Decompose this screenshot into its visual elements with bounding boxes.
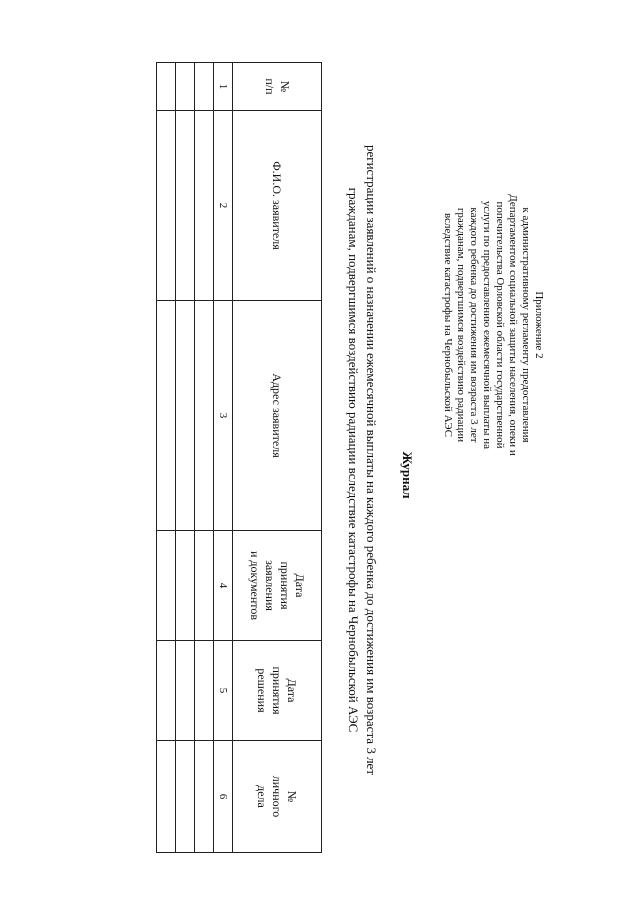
table-cell <box>157 531 176 641</box>
table-cell <box>176 301 195 531</box>
table-header-row <box>233 63 322 853</box>
header-decision-date: Дата принятия решения <box>233 641 322 741</box>
registration-table <box>156 62 322 853</box>
column-number: 4 <box>214 531 233 641</box>
table-row <box>157 63 176 853</box>
column-number: 3 <box>214 301 233 531</box>
table-cell <box>157 111 176 301</box>
column-number: 2 <box>214 111 233 301</box>
table-cell <box>176 641 195 741</box>
table-cell <box>195 741 214 853</box>
appendix-line: гражданам, подвергшимся воздействию радиации <box>455 207 467 443</box>
table-cell <box>157 301 176 531</box>
table-cell <box>176 741 195 853</box>
appendix-line: Приложение 2 <box>533 291 545 359</box>
header-application-date: Дата принятия заявления и документов <box>233 531 322 641</box>
column-number: 6 <box>214 741 233 853</box>
column-number: 1 <box>214 63 233 111</box>
appendix-note <box>441 75 545 575</box>
table-cell <box>176 531 195 641</box>
appendix-line: вследствие катастрофы на Чернобыльской АЭС <box>442 213 454 437</box>
appendix-line: попечительства Орловской области государственной <box>494 201 506 449</box>
rotated-sheet <box>10 5 625 885</box>
table-cell <box>157 741 176 853</box>
table-cell <box>195 63 214 111</box>
header-applicant-address: Адрес заявителя <box>233 301 322 531</box>
header-applicant-name: Ф.И.О. заявителя <box>233 111 322 301</box>
column-number-row <box>214 63 233 853</box>
table-cell <box>176 63 195 111</box>
table-cell <box>195 111 214 301</box>
journal-subtitle <box>344 45 380 875</box>
header-number: № п/п <box>233 63 322 111</box>
appendix-line: Департаментом социальной защиты населения, опеки и <box>507 194 519 456</box>
subtitle-line: регистрации заявлений о назначении ежемесячной выплаты на каждого ребенка до достижения им возраста 3 лет <box>364 144 379 776</box>
table-row <box>195 63 214 853</box>
table-cell <box>195 301 214 531</box>
journal-title: Журнал <box>400 451 415 499</box>
appendix-line: каждого ребенка до достижения им возраста 3 лет <box>468 207 480 443</box>
header-case-number: № личного дела <box>233 741 322 853</box>
table-cell <box>195 641 214 741</box>
column-number: 5 <box>214 641 233 741</box>
subtitle-line: гражданам, подвергшимся воздействию радиации вследствие катастрофы на Чернобыльской АЭС <box>346 187 361 733</box>
table-row <box>176 63 195 853</box>
table-cell <box>157 641 176 741</box>
appendix-line: услуги по предоставлению ежемесячной выплаты на <box>481 200 493 450</box>
table-cell <box>195 531 214 641</box>
table-cell <box>176 111 195 301</box>
appendix-line: к административному регламенту предоставления <box>520 207 532 443</box>
table-cell <box>157 63 176 111</box>
